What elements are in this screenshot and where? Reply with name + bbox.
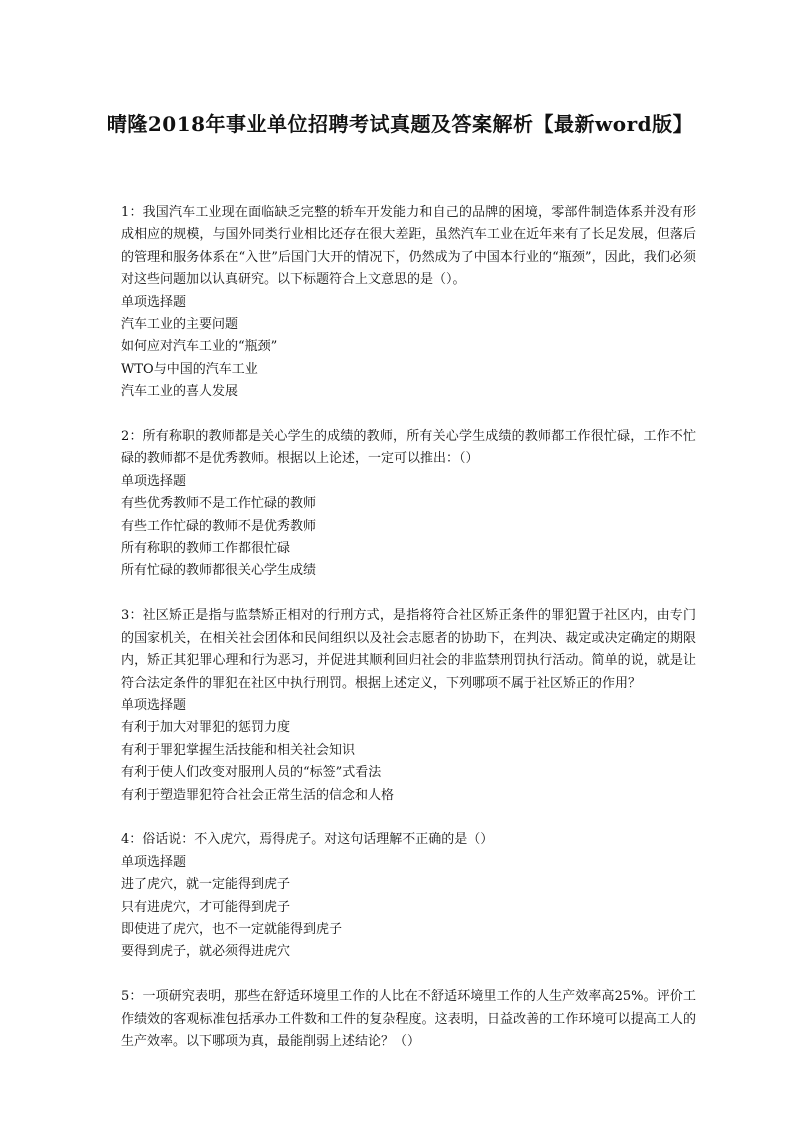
- question-text: 5：一项研究表明，那些在舒适环境里工作的人比在不舒适环境里工作的人生产效率高25%。评价工作绩效的客观标准包括承办工件数和工件的复杂程度。这表明，日益改善的工作环境可以提高工人的生产效率。以下哪项为真，最能削弱上述结论？（）: [121, 989, 696, 1049]
- option-c: WTO与中国的汽车工业: [121, 361, 258, 377]
- option-a: 进了虎穴，就一定能得到虎子: [121, 877, 291, 893]
- question-5: [121, 986, 696, 1053]
- question-text: 2：所有称职的教师都是关心学生的成绩的教师，所有关心学生成绩的教师都工作很忙碌，工作不忙碌的教师都不是优秀教师。根据以上论述，一定可以推出：（）: [121, 429, 696, 467]
- document-title: 晴隆2018年事业单位招聘考试真题及答案解析【最新word版】: [106, 112, 694, 136]
- option-d: 所有忙碌的教师都很关心学生成绩: [121, 563, 317, 579]
- question-2: [121, 426, 696, 583]
- option-b: 有些工作忙碌的教师不是优秀教师: [121, 518, 317, 534]
- question-4: [121, 829, 696, 963]
- option-a: 有利于加大对罪犯的惩罚力度: [121, 720, 291, 736]
- option-b: 有利于罪犯掌握生活技能和相关社会知识: [121, 742, 356, 758]
- question-list: [121, 202, 696, 1076]
- option-d: 有利于塑造罪犯符合社会正常生活的信念和人格: [121, 787, 395, 803]
- option-c: 所有称职的教师工作都很忙碌: [121, 541, 291, 557]
- option-c: 有利于使人们改变对服刑人员的“标签”式看法: [121, 765, 382, 781]
- option-a: 汽车工业的主要问题: [121, 317, 239, 333]
- question-text: 1：我国汽车工业现在面临缺乏完整的轿车开发能力和自己的品牌的困境，零部件制造体系并没有形成相应的规模，与国外同类行业相比还存在很大差距，虽然汽车工业在近年来有了长足发展，但落后的管理和服务体系在“入世”后国门大开的情况下，仍然成为了中国本行业的“瓶颈”，因此，我们必须对这些问题加以认真研究。以下标题符合上文意思的是（）。: [121, 205, 696, 288]
- question-type: 单项选择题: [121, 697, 187, 713]
- option-a: 有些优秀教师不是工作忙碌的教师: [121, 496, 317, 512]
- question-1: [121, 202, 696, 404]
- question-type: 单项选择题: [121, 473, 187, 489]
- option-b: 如何应对汽车工业的“瓶颈”: [121, 339, 278, 355]
- question-text: 3：社区矫正是指与监禁矫正相对的行刑方式，是指将符合社区矫正条件的罪犯置于社区内，由专门的国家机关，在相关社会团体和民间组织以及社会志愿者的协助下，在判决、裁定或决定确定的期限内，矫正其犯罪心理和行为恶习，并促进其顺利回归社会的非监禁刑罚执行活动。简单的说，就是让符合法定条件的罪犯在社区中执行刑罚。根据上述定义，下列哪项不属于社区矫正的作用？: [121, 608, 696, 691]
- option-c: 即使进了虎穴，也不一定就能得到虎子: [121, 921, 343, 937]
- option-b: 只有进虎穴，才可能得到虎子: [121, 899, 291, 915]
- question-3: [121, 605, 696, 807]
- question-type: 单项选择题: [121, 294, 187, 310]
- question-text: 4：俗话说：不入虎穴，焉得虎子。对这句话理解不正确的是（）: [121, 832, 494, 848]
- question-type: 单项选择题: [121, 854, 187, 870]
- option-d: 汽车工业的喜人发展: [121, 384, 239, 400]
- option-d: 要得到虎子，就必须得进虎穴: [121, 944, 291, 960]
